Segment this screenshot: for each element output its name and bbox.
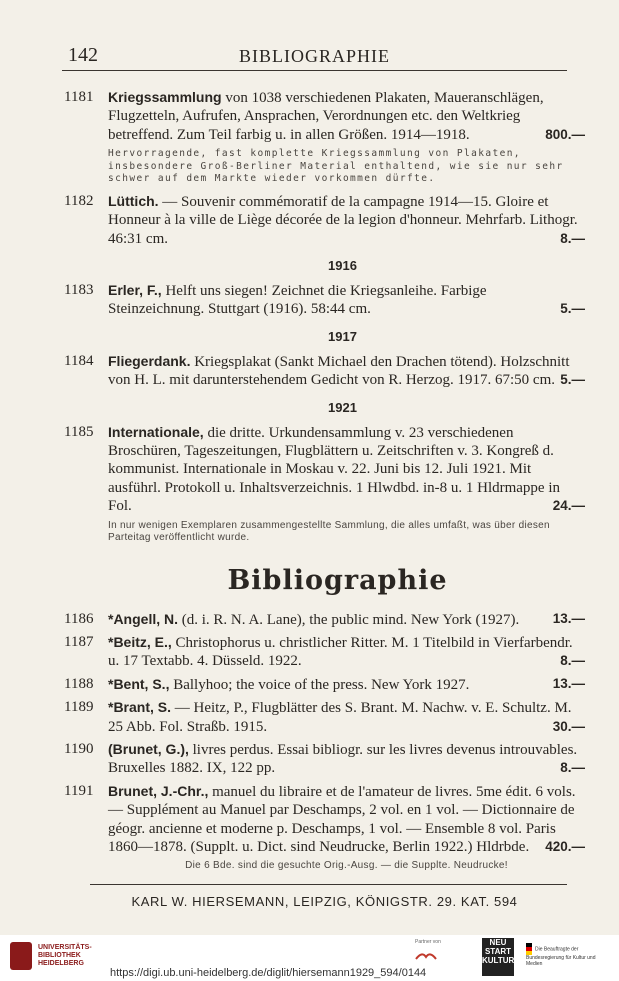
permalink-url[interactable]: https://digi.ub.uni-heidelberg.de/diglit/hiersemann1929_594/0144 <box>110 967 427 979</box>
list-item: 1187 *Beitz, E., Christophorus u. christlicher Ritter. M. 1 Titelbild in Vierfarbendr. u. 17 Textabb. 4. Düsseld. 1922. 8.— <box>64 634 585 670</box>
year-heading: 1921 <box>328 399 357 415</box>
entries-list <box>60 88 585 879</box>
bkm-logo[interactable]: Die Beauftragte der Bundesregierung für Kultur und Medien <box>526 943 606 967</box>
list-item: 1185 Internationale, die dritte. Urkundensammlung v. 23 verschiedenen Broschüren, Tageszeitungen, Flugblättern u. Zeitschriften v. 3. Kongreß d. kommunist. Internationale in Moskau v. 22. Juni bis 12. Juli 1921. Mit ausführl. Protokoll u. Inhaltsverzeichnis. 1 Hlwdbd. in-8 u. 1 Hldrmappe in Fol. 24.— <box>64 423 585 515</box>
entry-note: Hervorragende, fast komplette Kriegssammlung von Plakaten, insbesondere Groß-Berliner Material enthaltend, wie sie nur sehr schwer auf dem Markte wieder vorkommen dürfte. <box>108 148 564 185</box>
year-heading: 1916 <box>328 257 357 273</box>
list-item: 1184 Fliegerdank. Kriegsplakat (Sankt Michael den Drachen tötend). Holzschnitt von H. L. mit darunterstehendem Gedicht von R. Herzog. 1917. 67:50 cm. 5.— <box>64 352 585 389</box>
list-item: 1191 Brunet, J.-Chr., manuel du libraire et de l'amateur de livres. 5me édit. 6 vols. — Supplément au Manuel par Deschamps, 2 vol. en 1 vol. — Dictionnaire de géogr. ancienne et moderne p. Deschamps, 1 vol. — Ensemble 8 vol. Paris 1860—1878. (Supplt. u. Dict. sind Neudrucke, Berlin 1922.) Hldrbde. 420.— <box>64 782 585 856</box>
list-item: 1181 Kriegssammlung von 1038 verschiedenen Plakaten, Maueranschlägen, Flugzetteln, Aufrufen, Ansprachen, Verordnungen etc. den Weltkrieg betreffend. Zum Teil farbig u. in allen Größen. 1914—1918. 800.— <box>64 89 585 143</box>
page-title: BIBLIOGRAPHIE <box>239 46 390 66</box>
list-item: 1188 *Bent, S., Ballyhoo; the voice of the press. New York 1927. 13.— <box>64 675 585 693</box>
library-logo[interactable]: UNIVERSITÄTS- BIBLIOTHEK HEIDELBERG <box>10 942 92 970</box>
neustart-kultur-logo[interactable]: NEU START KULTUR <box>482 938 514 976</box>
list-item: 1190 (Brunet, G.), livres perdus. Essai bibliogr. sur les livres devenus introuvables. Bruxelles 1882. IX, 122 pp. 8.— <box>64 741 585 777</box>
page-header <box>62 42 567 71</box>
partner-label: Partner von <box>415 939 441 945</box>
list-item: 1182 Lüttich. — Souvenir commémoratif de la campagne 1914—15. Gloire et Honneur à la ville de Liège décorée de la legion d'honneur. Mehrfarb. Lithogr. 46:31 cm. 8.— <box>64 192 585 247</box>
page-footer: KARL W. HIERSEMANN, LEIPZIG, KÖNIGSTR. 29. KAT. 594 <box>131 894 518 909</box>
page-number: 142 <box>68 44 98 66</box>
viewer-bar <box>0 935 619 981</box>
list-item: 1189 *Brant, S. — Heitz, P., Flugblätter des S. Brant. M. Nachw. v. E. Schultz. M. 25 Abb. Fol. Straßb. 1915. 30.— <box>64 699 585 735</box>
library-seal-icon <box>10 942 32 970</box>
list-item: 1183 Erler, F., Helft uns siegen! Zeichnet die Kriegsanleihe. Farbige Steinzeichnung. Stuttgart (1916). 58:44 cm. 5.— <box>64 281 585 318</box>
list-item: 1186 *Angell, N. (d. i. R. N. A. Lane), the public mind. New York (1927). 13.— <box>64 610 585 628</box>
section-title: Bibliographie <box>227 564 448 596</box>
entry-note: Die 6 Bde. sind die gesuchte Orig.-Ausg. — die Supplte. Neudrucke! <box>185 860 508 872</box>
partner-logo-icon <box>414 949 438 963</box>
footer-divider <box>90 884 567 885</box>
entry-note: In nur wenigen Exemplaren zusammengestellte Sammlung, die alles umfaßt, was über diesen Parteitag veröffentlicht wurde. <box>108 519 550 544</box>
german-flag-icon <box>526 943 532 955</box>
year-heading: 1917 <box>328 328 357 344</box>
